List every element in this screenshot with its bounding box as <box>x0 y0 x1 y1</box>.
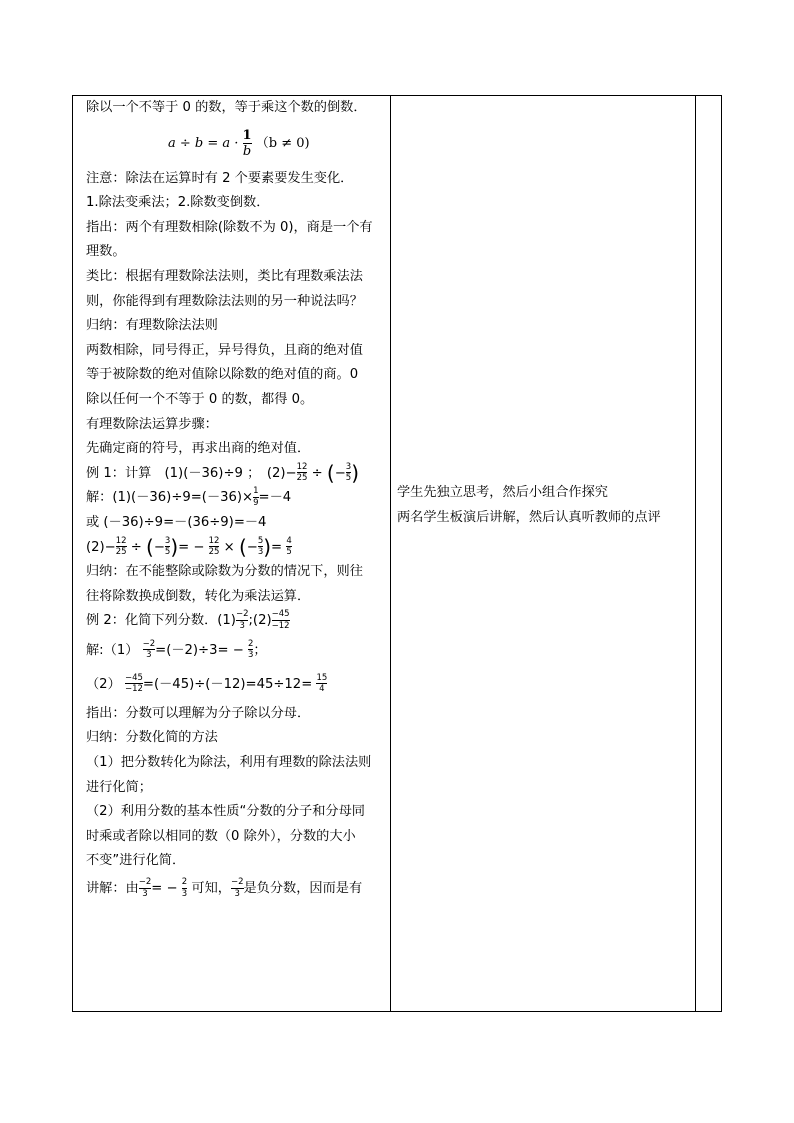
fraction: $\frac{15}{4}$ <box>316 672 328 695</box>
text-line: 先确定商的符号，再求出商的绝对值． <box>86 441 311 457</box>
text-line: 不变”进行化简． <box>86 853 186 869</box>
fraction: $\frac{2}{3}$ <box>181 877 188 899</box>
fraction: $\frac{-2}{3}$ <box>235 609 249 631</box>
fraction: $\frac{-45}{-12}$ <box>124 672 143 695</box>
fraction: $\frac{4}{5}$ <box>286 535 292 557</box>
text-line: 两数相除，同号得正，异号得负，且商的绝对值 <box>86 342 363 358</box>
text-line: 除以任何一个不等于 0 的数，都得 0。 <box>86 391 314 407</box>
text-line: 或 (－36)÷9=－(36÷9)=－4 <box>86 514 267 530</box>
text-line: （2）利用分数的基本性质“分数的分子和分母同 <box>86 804 365 820</box>
text-line: 除以一个不等于 0 的数，等于乘这个数的倒数． <box>86 100 367 115</box>
student-activity-column <box>397 481 697 530</box>
fraction: $\frac{12}{25}$ <box>208 535 220 557</box>
text-line: 指出：两个有理数相除(除数不为 0)，商是一个有 <box>86 219 373 235</box>
column-divider-2 <box>695 96 696 1011</box>
text-line: 类比：根据有理数除法法则，类比有理数乘法法 <box>86 268 363 284</box>
fraction: $\frac{3}{5}$ <box>345 461 352 484</box>
text-line: 归纳：在不能整除或除数为分数的情况下，则往 <box>86 564 363 580</box>
lesson-table <box>72 95 722 1012</box>
fraction: $\frac{-2}{3}$ <box>138 877 152 899</box>
fraction: $\frac{-45}{-12}$ <box>271 609 290 631</box>
activity-line: 学生先独立思考，然后小组合作探究 <box>397 485 608 500</box>
text-line: 1.除法变乘法；2.除数变倒数． <box>86 195 270 211</box>
text-line: 等于被除数的绝对值除以除数的绝对值的商。0 <box>86 367 359 383</box>
text-line: 有理数除法运算步骤： <box>86 416 218 432</box>
text-line: （1）把分数转化为除法，利用有理数的除法法则 <box>86 755 372 771</box>
explanation-line: 讲解：由 $\frac{-2}{3}$ = − $\frac{2}{3}$ 可知， $\frac{-2}{3}$ 是负分数，因而是有 <box>86 877 363 899</box>
text-line: 归纳：分数化简的方法 <box>86 730 218 746</box>
fraction: $\frac{-2}{3}$ <box>230 877 244 899</box>
example-2: 例 2：化简下列分数．(1) $\frac{-2}{3}$ ;(2) $\frac{-45}{-12}$ <box>86 609 290 631</box>
teaching-content-column <box>86 96 391 1011</box>
text-line: 时乘或者除以相同的数（0 除外），分数的大小 <box>86 828 356 844</box>
text-line: 进行化简； <box>86 779 152 795</box>
text-line: 归纳：有理数除法法则 <box>86 318 218 334</box>
fraction: $\frac{5}{3}$ <box>257 535 264 557</box>
text-line: 往将除数换成倒数，转化为乘法运算． <box>86 588 311 604</box>
fraction: $\frac{1}{9}$ <box>253 486 259 508</box>
text-line: 注意：除法在运算时有 2 个要素要发生变化． <box>86 170 354 186</box>
activity-line: 两名学生板演后讲解，然后认真听教师的点评 <box>397 509 661 525</box>
example-1: 例 1：计算 (1)(－36)÷9 ； (2)− $\frac{12}{25}$ ÷ (− $\frac{3}{5}$ ) <box>86 460 360 485</box>
text-line: 指出：分数可以理解为分子除以分母． <box>86 705 311 721</box>
fraction: $\frac{12}{25}$ <box>296 461 308 484</box>
fraction: $\frac{1}{b}$ <box>242 127 252 159</box>
fraction: $\frac{2}{3}$ <box>248 638 254 661</box>
text-line: 理数。 <box>86 244 126 260</box>
solution-2: (2)− $\frac{12}{25}$ ÷ (− $\frac{3}{5}$ )= − $\frac{12}{25}$ × (− $\frac{5}{3}$ )= $\frac{4}{5}$ <box>86 534 292 559</box>
solution-1: 解：(1)(－36)÷9=(－36)× $\frac{1}{9}$ =－4 <box>86 486 292 508</box>
fraction: $\frac{-2}{3}$ <box>142 638 156 661</box>
solution-2-2: （2） $\frac{-45}{-12}$ =(－45)÷(－12)=45÷12= $\frac{15}{4}$ <box>86 672 328 695</box>
solution-2-1: 解:（1） $\frac{-2}{3}$ =(－2)÷3= − $\frac{2}{3}$ ； <box>86 638 267 661</box>
text-line: 则，你能得到有理数除法法则的另一种说法吗？ <box>86 293 363 309</box>
fraction: $\frac{12}{25}$ <box>115 535 127 557</box>
division-formula: a ÷ b = a · $\frac{1}{b}$ （b ≠ 0) <box>168 127 310 159</box>
fraction: $\frac{3}{5}$ <box>164 535 171 557</box>
